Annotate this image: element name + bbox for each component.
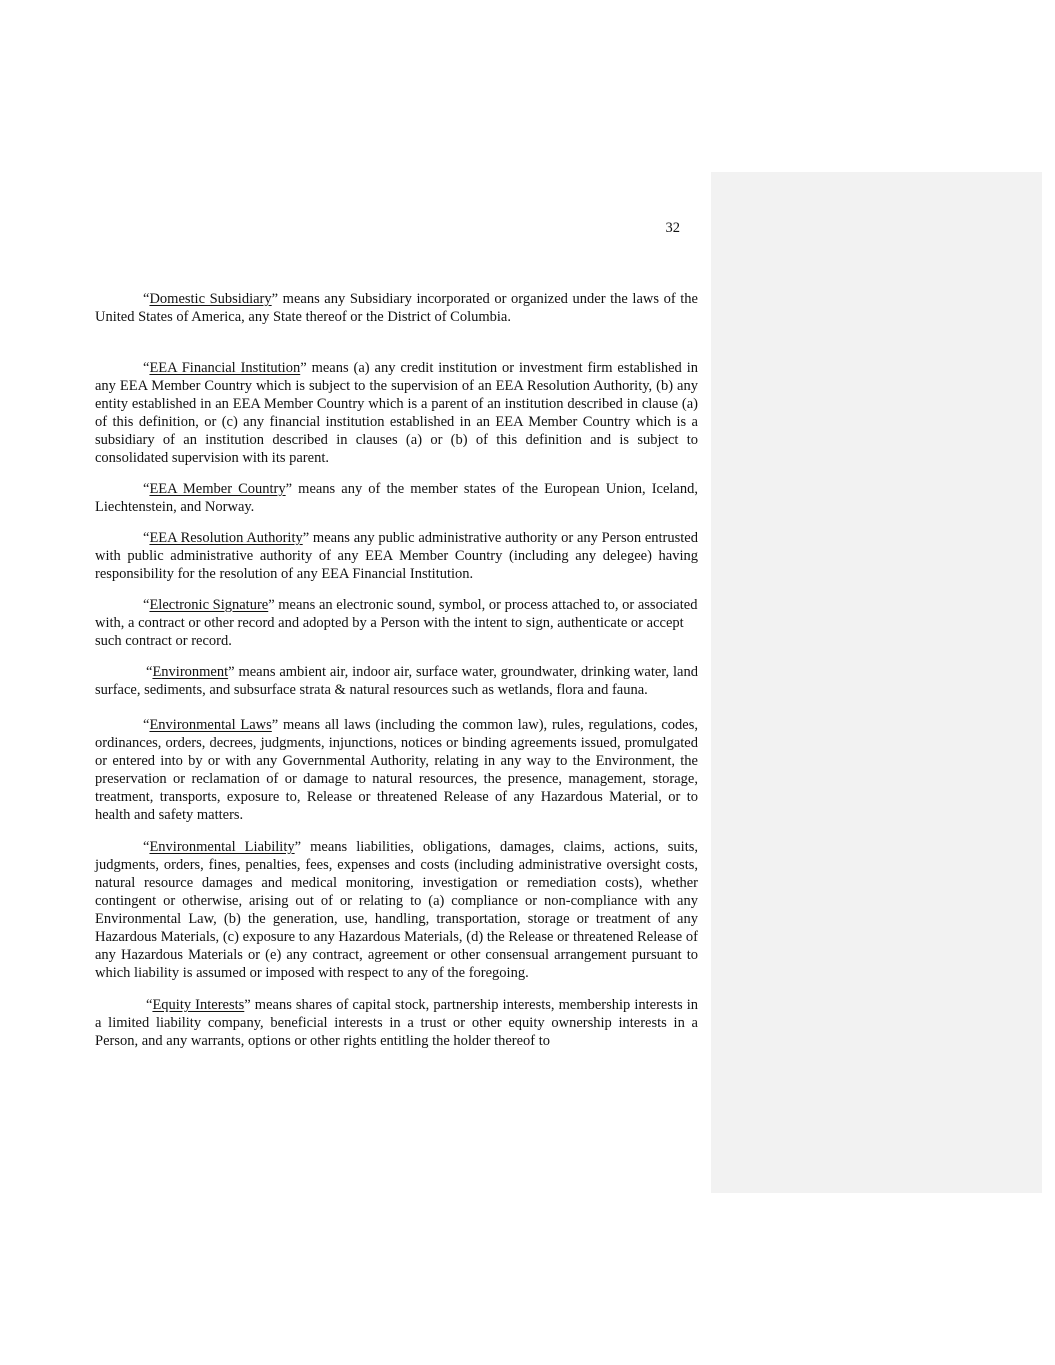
definition-environment: “Environment” means ambient air, indoor air, surface water, groundwater, drinking water, land surface, sediments, and subsurface strata & natural resources such as wetlands, flora and fauna. — [95, 664, 698, 698]
definition-eea-financial-institution: “EEA Financial Institution” means (a) any credit institution or investment firm established in any EEA Member Country which is subject to the supervision of an EEA Resolution Authority, (b) any entity established in an EEA Member Country which is a parent of an institution described in clause (a) of this definition, or (c) any financial institution established in an EEA Member Country which is a subsidiary of an institution described in clauses (a) or (b) of this definition and is subject to consolidated supervision with its parent. — [95, 360, 698, 466]
defined-term: Domestic Subsidiary — [149, 291, 272, 307]
definition-text: means liabilities, obligations, damages, claims, actions, suits, judgments, orders, fines, penalties, fees, expenses and costs (including administrative oversight costs, natural resource damages and medical monitoring, investigation or remediation costs), whether contingent or otherwise, arising out of or relating to (a) compliance or non-compliance with any Environmental Law, (b) the generation, use, handling, transportation, storage or treatment of any Hazardous Materials, (c) exposure to any Hazardous Materials, (d) the Release or threatened Release of any Hazardous Materials or (e) any contract, agreement or other consensual arrangement pursuant to which liability is assumed or imposed with respect to any of the foregoing. — [95, 839, 698, 981]
defined-term: EEA Resolution Authority — [149, 530, 303, 546]
defined-term: Environmental Liability — [149, 839, 295, 855]
defined-term: Equity Interests — [152, 997, 245, 1013]
definition-environmental-liability: “Environmental Liability” means liabilities, obligations, damages, claims, actions, suits, judgments, orders, fines, penalties, fees, expenses and costs (including administrative oversight costs, natural resource damages and medical monitoring, investigation or remediation costs), whether contingent or otherwise, arising out of or relating to (a) compliance or non-compliance with any Environmental Law, (b) the generation, use, handling, transportation, storage or treatment of any Hazardous Materials, (c) exposure to any Hazardous Materials, (d) the Release or threatened Release of any Hazardous Materials or (e) any contract, agreement or other consensual arrangement pursuant to which liability is assumed or imposed with respect to any of the foregoing. — [95, 839, 698, 981]
defined-term: Electronic Signature — [149, 597, 269, 613]
definition-text: means an electronic sound, symbol, or process attached to, or associated with, a contract or other record and adopted by a Person with the intent to sign, authenticate or accept such contract or record. — [95, 597, 698, 649]
definition-equity-interests: “Equity Interests” means shares of capital stock, partnership interests, membership interests in a limited liability company, beneficial interests in a trust or other equity ownership interests in a Person, and any warrants, options or other rights entitling the holder thereof to — [95, 997, 699, 1049]
defined-term: EEA Financial Institution — [149, 360, 301, 376]
definition-text: means shares of capital stock, partnership interests, membership interests in a limited liability company, beneficial interests in a trust or other equity ownership interests in a Person, and any warrants, options or other rights entitling the holder thereof to — [95, 997, 699, 1049]
definition-text: means all laws (including the common law), rules, regulations, codes, ordinances, orders, decrees, judgments, injunctions, notices or binding agreements issued, promulgated or entered into by or with any Governmental Authority, relating in any way to the Environment, the preservation or reclamation of or damage to natural resources, the presence, management, storage, treatment, transports, exposure to, Release or threatened Release of any Hazardous Material, or to health and safety matters. — [95, 717, 698, 823]
definition-text: means any of the member states of the European Union, Iceland, Liechtenstein, and Norway. — [95, 481, 698, 515]
defined-term: Environment — [152, 664, 229, 680]
comment-pane — [711, 172, 1042, 1193]
definition-domestic-subsidiary: “Domestic Subsidiary” means any Subsidiary incorporated or organized under the laws of the United States of America, any State thereof or the District of Columbia. — [95, 291, 698, 325]
definition-environmental-laws: “Environmental Laws” means all laws (including the common law), rules, regulations, codes, ordinances, orders, decrees, judgments, injunctions, notices or binding agreements issued, promulgated or entered into by or with any Governmental Authority, relating in any way to the Environment, the preservation or reclamation of or damage to natural resources, the presence, management, storage, treatment, transports, exposure to, Release or threatened Release of any Hazardous Material, or to health and safety matters. — [95, 717, 698, 823]
page-number: 32 — [665, 220, 680, 236]
definition-text: means (a) any credit institution or investment firm established in any EEA Member Country which is subject to the supervision of an EEA Resolution Authority, (b) any entity established in an EEA Member Country which is a parent of an institution described in clause (a) of this definition, or (c) any financial institution established in an EEA Member Country which is a subsidiary of an institution described in clauses (a) or (b) of this definition and is subject to consolidated supervision with its parent. — [95, 360, 698, 466]
definition-text: means ambient air, indoor air, surface water, groundwater, drinking water, land surface, sediments, and subsurface strata & natural resources such as wetlands, flora and fauna. — [95, 664, 698, 698]
definition-text: means any public administrative authority or any Person entrusted with public administrative authority of any EEA Member Country (including any delegee) having responsibility for the resolution of any EEA Financial Institution. — [95, 530, 698, 582]
definition-text: means any Subsidiary incorporated or organized under the laws of the United States of America, any State thereof or the District of Columbia. — [95, 291, 698, 325]
defined-term: Environmental Laws — [149, 717, 272, 733]
defined-term: EEA Member Country — [149, 481, 286, 497]
document-body — [95, 290, 698, 1050]
definition-eea-resolution-authority: “EEA Resolution Authority” means any public administrative authority or any Person entrusted with public administrative authority of any EEA Member Country (including any delegee) having responsibility for the resolution of any EEA Financial Institution. — [95, 530, 698, 582]
definition-electronic-signature: “Electronic Signature” means an electronic sound, symbol, or process attached to, or associated with, a contract or other record and adopted by a Person with the intent to sign, authenticate or accept such contract or record. — [95, 597, 698, 649]
definition-eea-member-country: “EEA Member Country” means any of the member states of the European Union, Iceland, Liechtenstein, and Norway. — [95, 481, 698, 515]
